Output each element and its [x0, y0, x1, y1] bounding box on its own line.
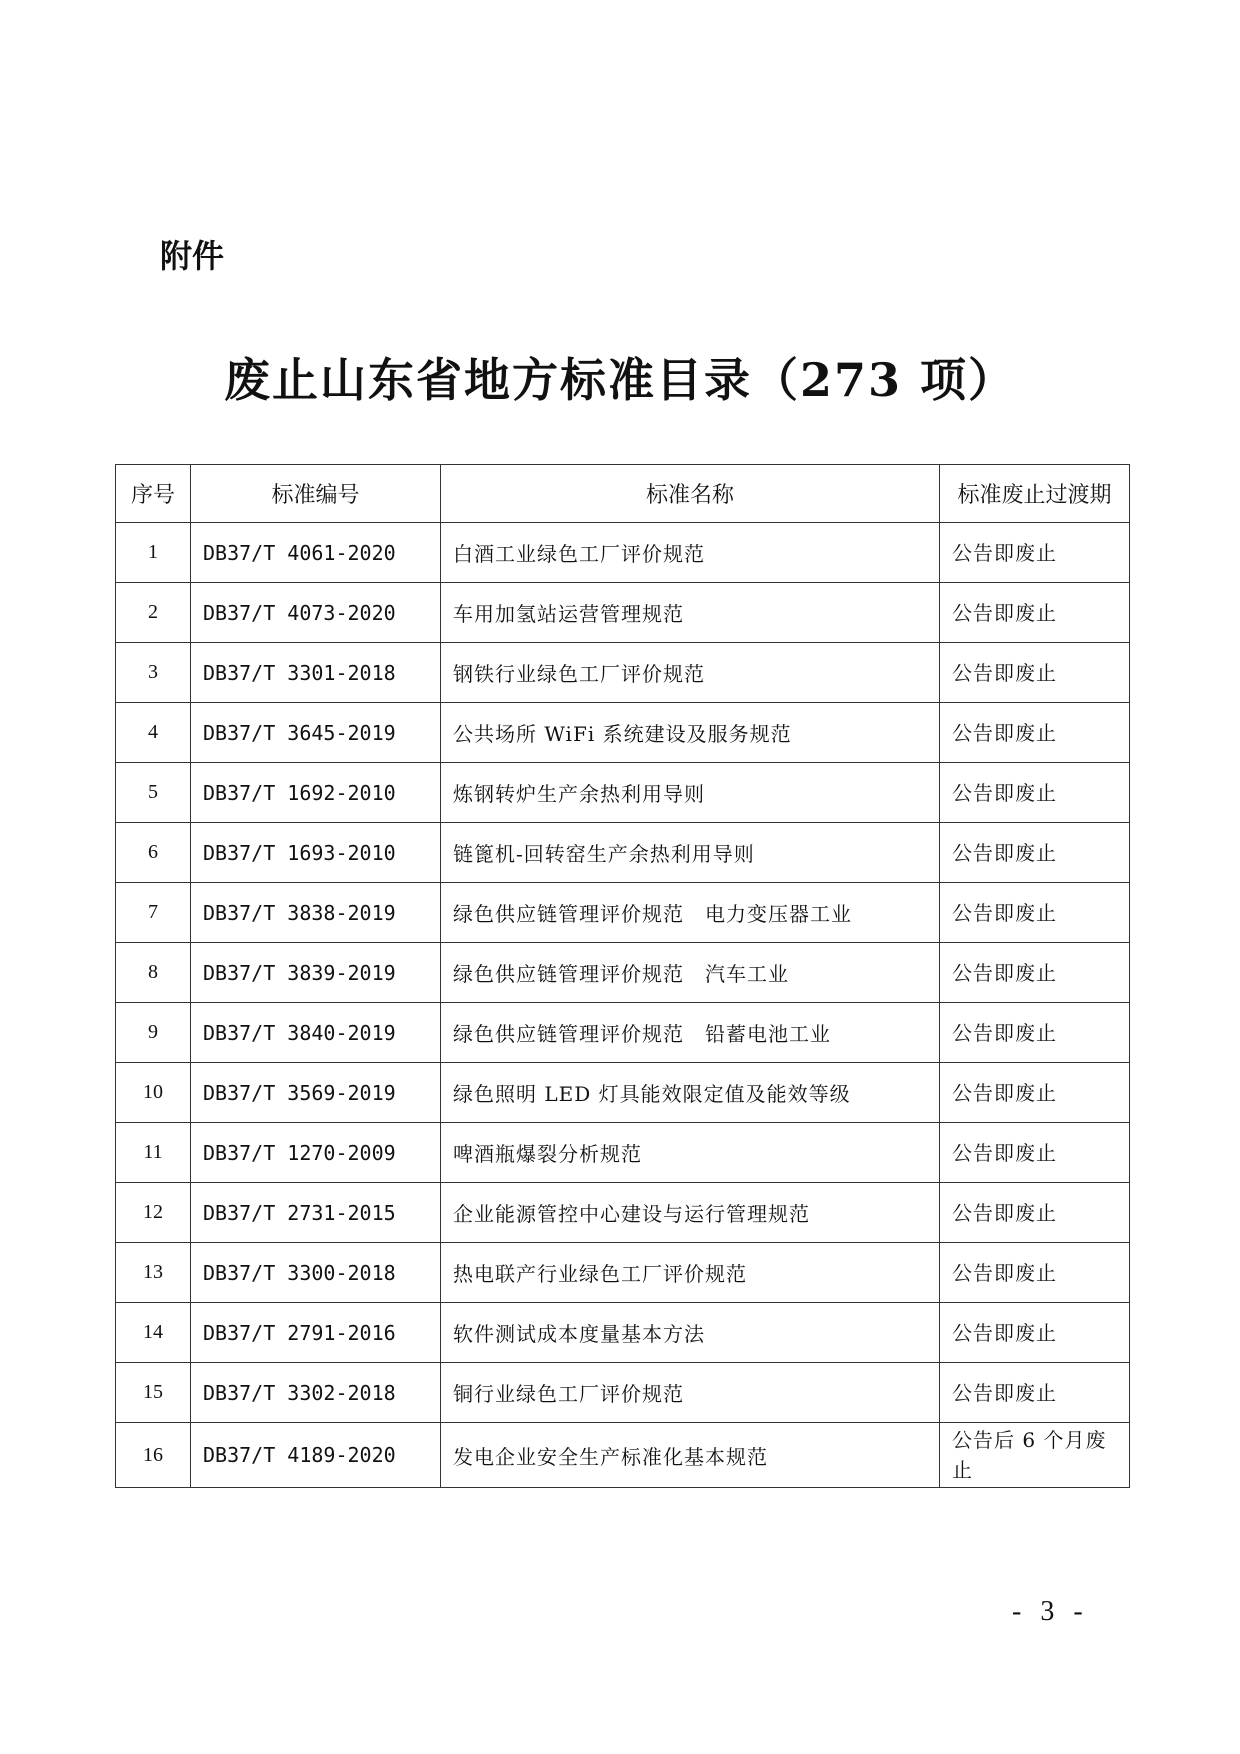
- row-number: 11: [116, 1123, 191, 1183]
- row-number: 2: [116, 583, 191, 643]
- standard-code: DB37/T 1692-2010: [191, 763, 441, 823]
- transition-period: 公告即废止: [940, 1063, 1130, 1123]
- header-standard-code: 标准编号: [191, 465, 441, 523]
- table-header-row: [116, 465, 1130, 523]
- table-row: [116, 763, 1130, 823]
- table-row: [116, 1123, 1130, 1183]
- table-row: [116, 1303, 1130, 1363]
- standard-name: 公共场所 WiFi 系统建设及服务规范: [441, 703, 940, 763]
- document-title: 废止山东省地方标准目录（273 项）: [223, 353, 1017, 407]
- standard-code: DB37/T 3301-2018: [191, 643, 441, 703]
- standard-code: DB37/T 4189-2020: [191, 1423, 441, 1488]
- standard-code: DB37/T 1693-2010: [191, 823, 441, 883]
- transition-period: 公告即废止: [940, 763, 1130, 823]
- standard-name: 车用加氢站运营管理规范: [441, 583, 940, 643]
- standard-code: DB37/T 2731-2015: [191, 1183, 441, 1243]
- attachment-label: 附件: [160, 237, 225, 275]
- transition-period: 公告即废止: [940, 943, 1130, 1003]
- standard-name: 发电企业安全生产标准化基本规范: [441, 1423, 940, 1488]
- table-row: [116, 883, 1130, 943]
- standard-name: 企业能源管控中心建设与运行管理规范: [441, 1183, 940, 1243]
- transition-period: 公告后 6 个月废止: [940, 1423, 1130, 1488]
- row-number: 10: [116, 1063, 191, 1123]
- standard-code: DB37/T 1270-2009: [191, 1123, 441, 1183]
- standard-name: 绿色供应链管理评价规范 汽车工业: [441, 943, 940, 1003]
- row-number: 12: [116, 1183, 191, 1243]
- transition-period: 公告即废止: [940, 883, 1130, 943]
- table-row: [116, 643, 1130, 703]
- standard-name: 热电联产行业绿色工厂评价规范: [441, 1243, 940, 1303]
- standard-name: 软件测试成本度量基本方法: [441, 1303, 940, 1363]
- header-transition-period: 标准废止过渡期: [940, 465, 1130, 523]
- standard-name: 铜行业绿色工厂评价规范: [441, 1363, 940, 1423]
- table-row: [116, 1003, 1130, 1063]
- table-row: [116, 1063, 1130, 1123]
- row-number: 8: [116, 943, 191, 1003]
- transition-period: 公告即废止: [940, 1363, 1130, 1423]
- standard-code: DB37/T 3645-2019: [191, 703, 441, 763]
- table-row: [116, 523, 1130, 583]
- standard-name: 白酒工业绿色工厂评价规范: [441, 523, 940, 583]
- transition-period: 公告即废止: [940, 703, 1130, 763]
- row-number: 1: [116, 523, 191, 583]
- transition-period: 公告即废止: [940, 523, 1130, 583]
- standard-code: DB37/T 3300-2018: [191, 1243, 441, 1303]
- transition-period: 公告即废止: [940, 1183, 1130, 1243]
- standard-name: 链篦机-回转窑生产余热利用导则: [441, 823, 940, 883]
- standards-table: [115, 464, 1130, 1488]
- row-number: 14: [116, 1303, 191, 1363]
- row-number: 9: [116, 1003, 191, 1063]
- transition-period: 公告即废止: [940, 583, 1130, 643]
- table-row: [116, 1423, 1130, 1488]
- transition-period: 公告即废止: [940, 643, 1130, 703]
- table-row: [116, 1243, 1130, 1303]
- table-row: [116, 703, 1130, 763]
- standard-code: DB37/T 4073-2020: [191, 583, 441, 643]
- header-serial-number: 序号: [116, 465, 191, 523]
- row-number: 5: [116, 763, 191, 823]
- row-number: 16: [116, 1423, 191, 1488]
- standard-name: 啤酒瓶爆裂分析规范: [441, 1123, 940, 1183]
- page-number: - 3 -: [1012, 1596, 1089, 1627]
- row-number: 15: [116, 1363, 191, 1423]
- standard-code: DB37/T 2791-2016: [191, 1303, 441, 1363]
- standard-code: DB37/T 3569-2019: [191, 1063, 441, 1123]
- standard-code: DB37/T 3840-2019: [191, 1003, 441, 1063]
- transition-period: 公告即废止: [940, 1003, 1130, 1063]
- standard-name: 绿色照明 LED 灯具能效限定值及能效等级: [441, 1063, 940, 1123]
- standard-name: 绿色供应链管理评价规范 电力变压器工业: [441, 883, 940, 943]
- row-number: 3: [116, 643, 191, 703]
- row-number: 6: [116, 823, 191, 883]
- transition-period: 公告即废止: [940, 1123, 1130, 1183]
- transition-period: 公告即废止: [940, 1303, 1130, 1363]
- table-row: [116, 943, 1130, 1003]
- standard-name: 炼钢转炉生产余热利用导则: [441, 763, 940, 823]
- header-standard-name: 标准名称: [441, 465, 940, 523]
- table-row: [116, 1183, 1130, 1243]
- standard-code: DB37/T 3302-2018: [191, 1363, 441, 1423]
- standard-name: 绿色供应链管理评价规范 铅蓄电池工业: [441, 1003, 940, 1063]
- standard-code: DB37/T 4061-2020: [191, 523, 441, 583]
- row-number: 4: [116, 703, 191, 763]
- standard-name: 钢铁行业绿色工厂评价规范: [441, 643, 940, 703]
- transition-period: 公告即废止: [940, 1243, 1130, 1303]
- table-row: [116, 823, 1130, 883]
- transition-period: 公告即废止: [940, 823, 1130, 883]
- standard-code: DB37/T 3838-2019: [191, 883, 441, 943]
- row-number: 7: [116, 883, 191, 943]
- table-row: [116, 583, 1130, 643]
- standard-code: DB37/T 3839-2019: [191, 943, 441, 1003]
- table-row: [116, 1363, 1130, 1423]
- row-number: 13: [116, 1243, 191, 1303]
